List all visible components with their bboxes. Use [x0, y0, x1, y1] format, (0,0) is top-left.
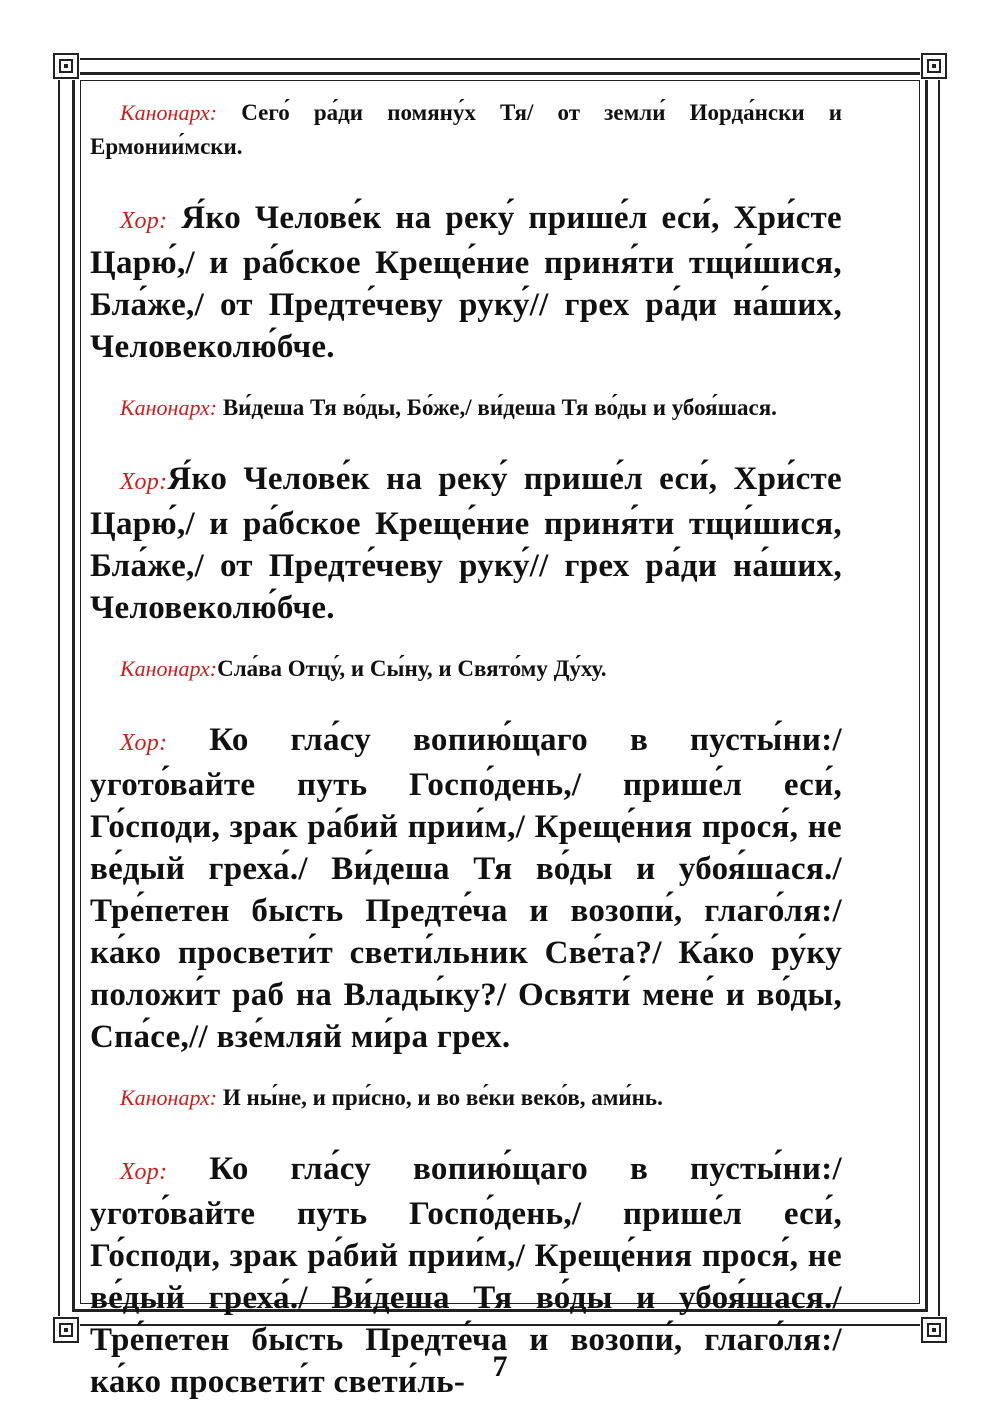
speaker-label: Хор: — [120, 208, 168, 234]
page-content — [90, 96, 842, 1419]
verse-text: Ко гла́су вопию́щаго в пусты́ни:/ угото́вайте путь Госпо́день,/ прише́л еси́, Го́споди, зрак ра́бий прии́м,/ Креще́ния прося́, не ве́дый греха́./ Ви́деша Тя во́ды и убоя́шася./ Тре́петен бысть Предте́ча и возопи́, глаго́ля:/ ка́ко просвети́т свети́ль- — [90, 1151, 842, 1400]
verse-text: Я́ко Челове́к на реку́ прише́л еси́, Хри́сте Царю́,/ и ра́бское Креще́ние приня́ти тщи́шися, Бла́же,/ от Предте́чеву руку́// грех ра́ди на́ших, Человеколю́бче. — [90, 200, 842, 365]
speaker-label: Канонарх: — [120, 1085, 218, 1110]
speaker-label: Хор: — [120, 469, 168, 495]
corner-ornament-icon — [52, 1316, 80, 1344]
verse-text: Ви́деша Тя во́ды, Бо́же,/ ви́деша Тя во́ды и убоя́шася. — [217, 395, 777, 420]
corner-ornament-icon — [920, 1316, 948, 1344]
kanonarch-verse — [90, 652, 842, 686]
choir-verse — [90, 719, 842, 1058]
speaker-label: Хор: — [120, 1159, 168, 1185]
page-number: 7 — [492, 1350, 508, 1383]
verse-text: Сла́ва Отцу́, и Сы́ну, и Свято́му Ду́ху. — [217, 656, 607, 681]
corner-ornament-icon — [52, 52, 80, 80]
speaker-label: Канонарх: — [120, 395, 218, 420]
choir-verse — [90, 197, 842, 368]
speaker-label: Канонарх: — [120, 656, 218, 681]
verse-text: Ко гла́су вопию́щаго в пусты́ни:/ угото́вайте путь Госпо́день,/ прише́л еси́, Го́споди, зрак ра́бий прии́м,/ Креще́ния прося́, не ве́дый греха́./ Ви́деша Тя во́ды и убоя́шася./ Тре́петен бысть Предте́ча и возопи́, глаго́ля:/ ка́ко просвети́т свети́льник Све́та?/ Ка́ко ру́ку положи́т раб на Влады́ку?/ Освяти́ мене́ и во́ды, Спа́се,// взе́мляй ми́ра грех. — [90, 722, 842, 1055]
speaker-label: Хор: — [120, 730, 168, 756]
kanonarch-verse — [90, 391, 842, 425]
verse-text: И ны́не, и при́сно, и во ве́ки веко́в, ами́нь. — [217, 1085, 663, 1110]
kanonarch-verse — [90, 96, 842, 164]
choir-verse — [90, 458, 842, 629]
speaker-label: Канонарх: — [120, 100, 218, 125]
verse-text: Я́ко Челове́к на реку́ прише́л еси́, Хри́сте Царю́,/ и ра́бское Креще́ние приня́ти тщи́шися, Бла́же,/ от Предте́чеву руку́// грех ра́ди на́ших, Человеколю́бче. — [90, 461, 842, 626]
kanonarch-verse — [90, 1081, 842, 1115]
corner-ornament-icon — [920, 52, 948, 80]
verse-text: Сего́ ра́ди помяну́х Тя/ от земли́ Иорда́нски и Ермонии́мски. — [90, 100, 842, 159]
